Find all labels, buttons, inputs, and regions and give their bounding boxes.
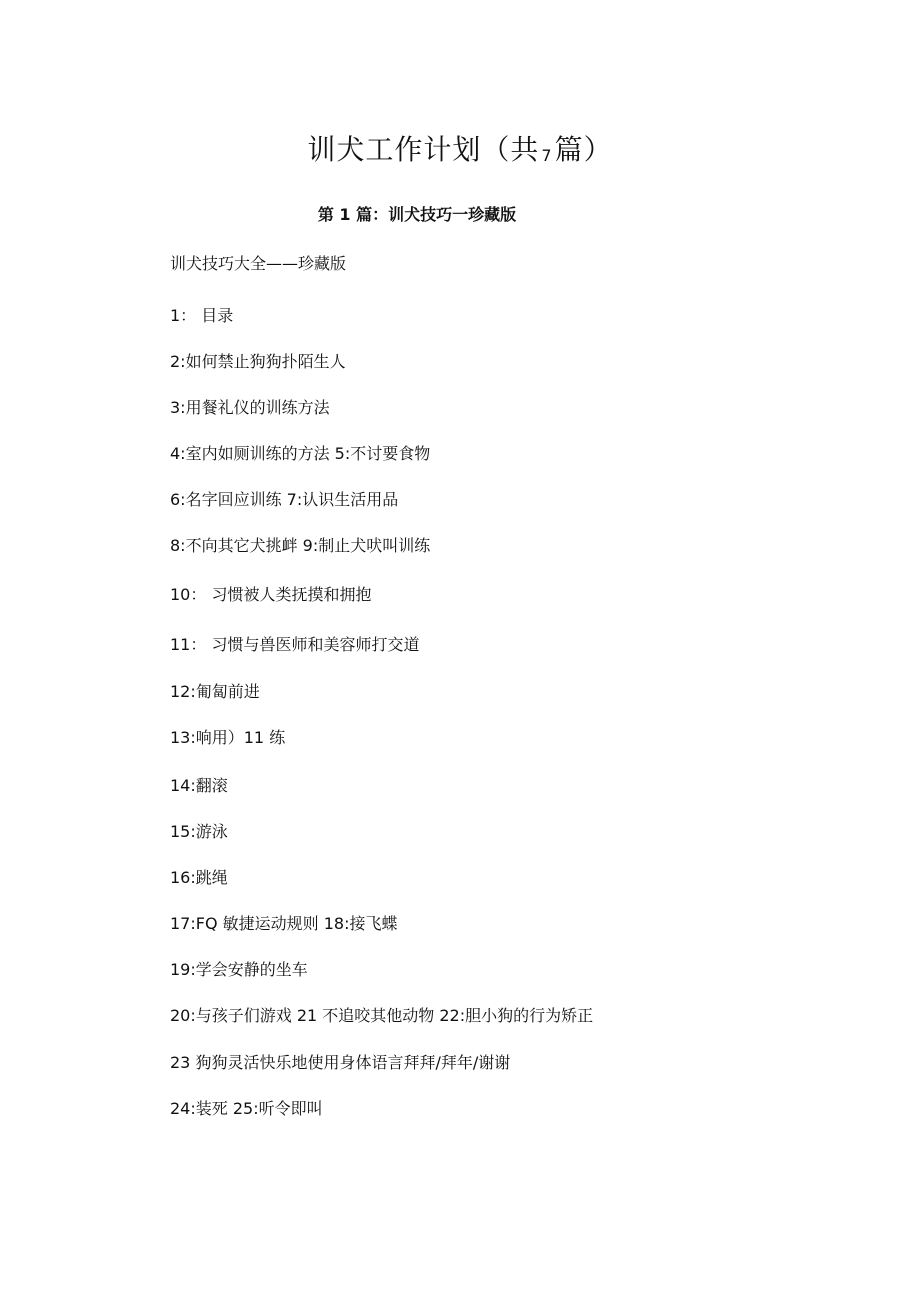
toc-item: 1： 目录 (170, 306, 234, 325)
toc-item: 14:翻滚 (170, 776, 228, 795)
title-count: 7 (541, 146, 553, 165)
toc-item: 4:室内如厕训练的方法 5:不讨要食物 (170, 444, 431, 463)
toc-item: 20:与孩子们游戏 21 不追咬其他动物 22:胆小狗的行为矫正 (170, 1006, 594, 1025)
toc-item: 17:FQ 敏捷运动规则 18:接飞蝶 (170, 914, 398, 933)
toc-item: 10： 习惯被人类抚摸和拥抱 (170, 585, 372, 604)
title-prefix: 训犬工作计划（共 (307, 133, 540, 166)
toc-item: 6:名字回应训练 7:认识生活用品 (170, 490, 399, 509)
document-title (0, 130, 920, 176)
toc-item: 3:用餐礼仪的训练方法 (170, 398, 330, 417)
document-subtitle: 训犬技巧大全——珍藏版 (170, 254, 347, 273)
title-suffix: 篇） (554, 133, 613, 166)
toc-item: 23 狗狗灵活快乐地使用身体语言拜拜/拜年/谢谢 (170, 1053, 511, 1072)
toc-item: 19:学会安静的坐车 (170, 960, 308, 979)
toc-item: 24:装死 25:听令即叫 (170, 1099, 323, 1118)
section-heading: 第 1 篇：训犬技巧一珍藏版 (317, 205, 517, 224)
toc-item: 15:游泳 (170, 822, 228, 841)
toc-item: 13:响用）11 练 (170, 728, 286, 747)
toc-item: 2:如何禁止狗狗扑陌生人 (170, 352, 346, 371)
toc-item: 11： 习惯与兽医师和美容师打交道 (170, 635, 420, 654)
toc-item: 8:不向其它犬挑衅 9:制止犬吠叫训练 (170, 536, 431, 555)
toc-item: 16:跳绳 (170, 868, 228, 887)
toc-item: 12:匍匐前进 (170, 682, 260, 701)
